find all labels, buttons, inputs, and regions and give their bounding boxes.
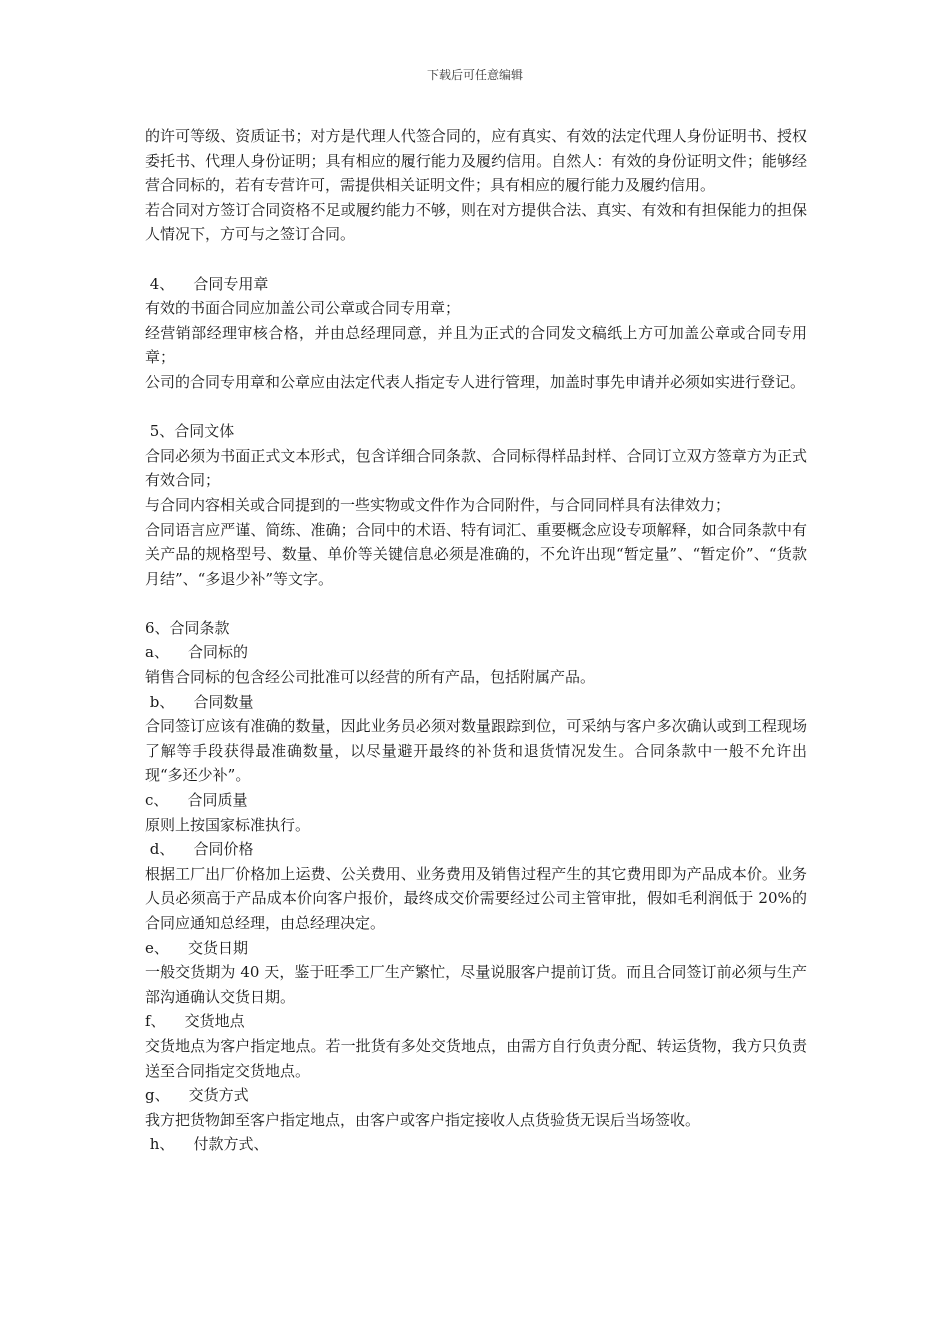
paragraph: 销售合同标的包含经公司批准可以经营的所有产品，包括附属产品。	[145, 668, 596, 687]
clause-title-h: h、 付款方式、	[145, 1135, 269, 1154]
clause-title-g: g、 交货方式	[145, 1086, 249, 1105]
document-body	[145, 124, 807, 1157]
section-heading-4: 4、 合同专用章	[145, 274, 269, 293]
section-heading-6: 6、合同条款	[145, 618, 230, 637]
paragraph: 根据工厂出厂价格加上运费、公关费用、业务费用及销售过程产生的其它费用即为产品成本价。业务人员必须高于产品成本价向客户报价，最终成交价需要经过公司主管审批，假如毛利润低于 20%的合同应通知总经理，由总经理决定。	[145, 864, 807, 932]
clause-title-d: d、 合同价格	[145, 840, 254, 859]
paragraph: 一般交货期为 40 天，鉴于旺季工厂生产繁忙，尽量说服客户提前订货。而且合同签订前必须与生产部沟通确认交货日期。	[145, 963, 807, 1006]
page-header: 下载后可任意编辑	[426, 68, 523, 82]
clause-title-e: e、 交货日期	[145, 938, 248, 957]
paragraph: 的许可等级、资质证书；对方是代理人代签合同的，应有真实、有效的法定代理人身份证明书、授权委托书、代理人身份证明；具有相应的履行能力及履约信用。自然人：有效的身份证明文件；能够经营合同标的，若有专营许可，需提供相关证明文件；具有相应的履行能力及履约信用。	[145, 127, 807, 195]
paragraph: 经营销部经理审核合格，并由总经理同意，并且为正式的合同发文稿纸上方可加盖公章或合同专用章；	[145, 323, 807, 367]
paragraph: 我方把货物卸至客户指定地点，由客户或客户指定接收人点货验货无误后当场签收。	[145, 1110, 701, 1129]
clause-title-f: f、 交货地点	[145, 1012, 245, 1031]
paragraph: 与合同内容相关或合同提到的一些实物或文件作为合同附件，与合同同样具有法律效力；	[145, 495, 731, 514]
section-heading-5: 5、合同文体	[145, 422, 235, 441]
paragraph: 原则上按国家标准执行。	[145, 815, 311, 834]
paragraph: 合同签订应该有准确的数量，因此业务员必须对数量跟踪到位，可采纳与客户多次确认或到工程现场了解等手段获得最准确数量，以尽量避开最终的补货和退货情况发生。合同条款中一般不允许出现“多还少补”。	[145, 717, 807, 785]
clause-title-a: a、 合同标的	[145, 643, 249, 662]
paragraph: 合同语言应严谨、简练、准确；合同中的术语、特有词汇、重要概念应设专项解释，如合同条款中有关产品的规格型号、数量、单价等关键信息必须是准确的，不允许出现“暂定量”、“暂定价”、“货款月结”、“多退少补”等文字。	[145, 520, 807, 588]
paragraph: 合同必须为书面正式文本形式，包含详细合同条款、合同标得样品封样、合同订立双方签章方为正式有效合同；	[145, 446, 807, 490]
clause-title-b: b、 合同数量	[145, 692, 254, 711]
paragraph: 交货地点为客户指定地点。若一批货有多处交货地点，由需方自行负责分配、转运货物，我方只负责送至合同指定交货地点。	[145, 1036, 807, 1080]
clause-title-c: c、 合同质量	[145, 791, 248, 810]
paragraph: 公司的合同专用章和公章应由法定代表人指定专人进行管理，加盖时事先申请并必须如实进行登记。	[145, 372, 806, 391]
paragraph: 有效的书面合同应加盖公司公章或合同专用章；	[145, 299, 461, 318]
paragraph: 若合同对方签订合同资格不足或履约能力不够，则在对方提供合法、真实、有效和有担保能力的担保人情况下，方可与之签订合同。	[145, 200, 807, 244]
